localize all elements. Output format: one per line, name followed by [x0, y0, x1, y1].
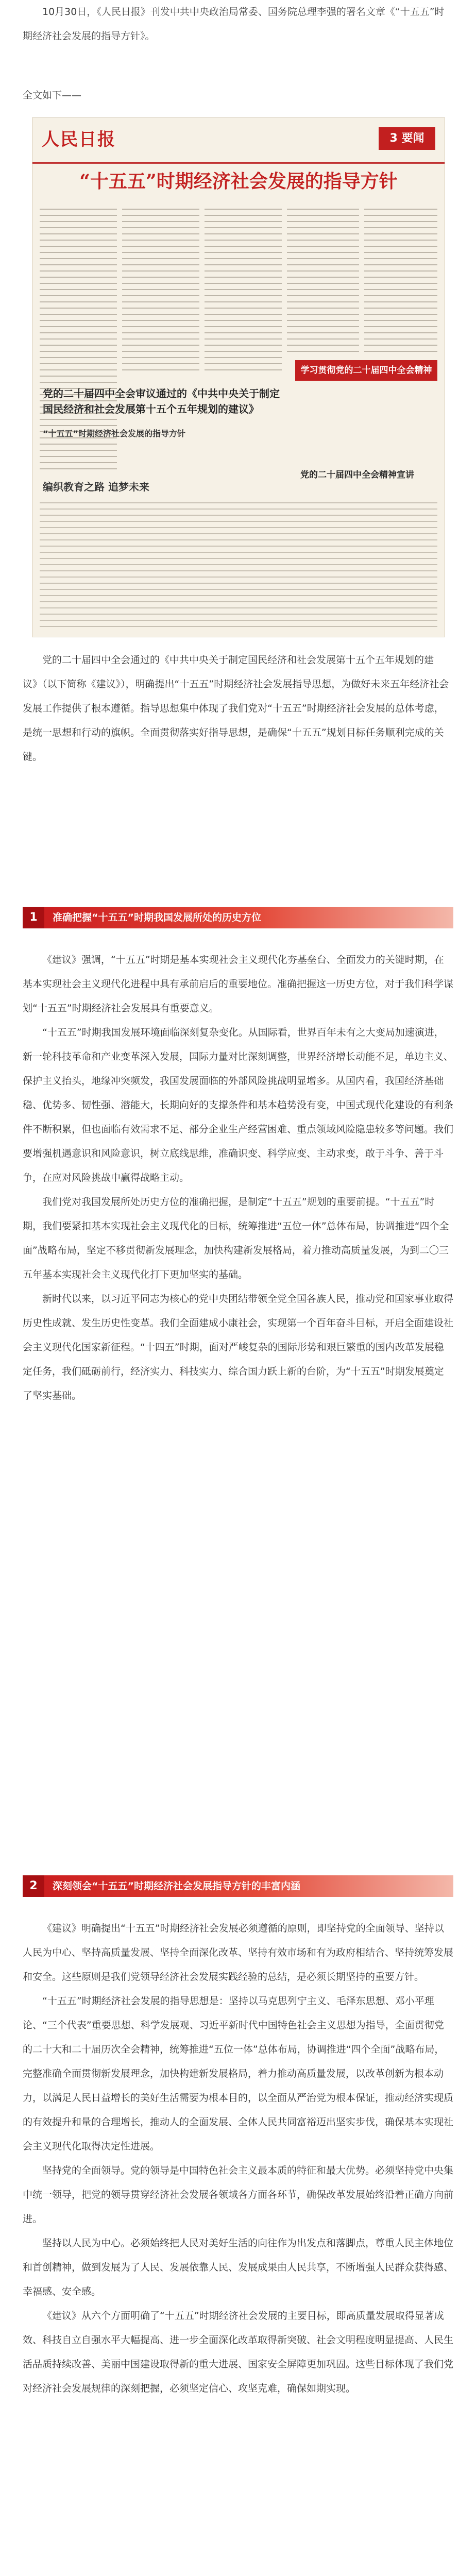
newspaper-side-heading: 党的二十届四中全会精神宣讲 [300, 470, 414, 480]
paragraph: “十五五”时期经济社会发展的指导思想是：坚持以马克思列宁主义、毛泽东思想、邓小平理论、“三个代表”重要思想、科学发展观、习近平新时代中国特色社会主义思想为指导，全面贯彻党的二十大和二十届历次全会精神，统筹推进“五位一体”总体布局，协调推进“四个全面”战略布局，完整准确全面贯彻新发展理念，加快构建新发展格局，着力推动高质量发展，以改革创新为根本动力，以满足人民日益增长的美好生活需要为根本目的，以全面从严治党为根本保证，推动经济实现质的有效提升和量的合理增长，推动人的全面发展、全体人民共同富裕迈出坚实步伐，确保基本实现社会主义现代化取得决定性进展。 [23, 1995, 454, 2152]
paragraph: 《建议》强调，“十五五”时期是基本实现社会主义现代化夯基垒台、全面发力的关键时期，在基本实现社会主义现代化进程中具有承前启后的重要地位。准确把握这一历史方位，对于我们科学谋划“十五五”时期经济社会发展具有重要意义。 [23, 954, 454, 1014]
intro-paragraph: 10月30日，《人民日报》刊发中共中央政治局常委、国务院总理李强的署名文章《“十五五”时期经济社会发展的指导方针》。 [23, 6, 445, 42]
paragraph: 坚持以人民为中心。必须始终把人民对美好生活的向往作为出发点和落脚点，尊重人民主体地位和首创精神，做到发展为了人民、发展依靠人民、发展成果由人民共享，不断增强人民群众获得感、幸福感、安全感。 [23, 2238, 454, 2297]
newspaper-logo: 人民日报 [42, 129, 116, 150]
newspaper-red-banner: 学习贯彻党的二十届四中全会精神 [295, 360, 437, 381]
section-2-body [23, 1917, 453, 2401]
newspaper-headline: “十五五”时期经济社会发展的指导方针 [79, 171, 398, 192]
preview-label: 全文如下—— [23, 90, 82, 101]
paragraph: 坚持党的全面领导。党的领导是中国特色社会主义最本质的特征和最大优势。必须坚持党中央集中统一领导，把党的领导贯穿经济社会发展各领域各方面各环节，确保改革发展始终沿着正确方向前进。 [23, 2165, 454, 2225]
lead-block [23, 648, 453, 769]
newspaper-image [32, 117, 445, 637]
section-title: 准确把握“十五五”时期我国发展所处的历史方位 [53, 912, 261, 923]
paragraph: 《建议》明确提出“十五五”时期经济社会发展必须遵循的原则，即坚持党的全面领导、坚持以人民为中心、坚持高质量发展、坚持全面深化改革、坚持有效市场和有为政府相结合、坚持统筹发展和安全。这些原则是我们党领导经济社会发展实践经验的总结，是必须长期坚持的重要方针。 [23, 1923, 454, 1982]
lead-paragraph: 党的二十届四中全会通过的《中共中央关于制定国民经济和社会发展第十五个五年规划的建议》（以下简称《建议》），明确提出“十五五”时期经济社会发展指导思想，为做好未来五年经济社会发展工作提供了根本遵循。指导思想集中体现了我们党对“十五五”时期经济社会发展的总体考虑，是统一思想和行动的旗帜。全面贯彻落实好指导思想，是确保“十五五”规划目标任务顺利完成的关键。 [23, 654, 449, 762]
section-title: 深刻领会“十五五”时期经济社会发展指导方针的丰富内涵 [53, 1880, 300, 1892]
newspaper-lower-heading: 编织教育之路 追梦未来 [43, 481, 149, 493]
section-number: 1 [23, 907, 44, 928]
newspaper-caption: “十五五”时期经济社会发展的指导方针 [43, 429, 186, 438]
newspaper-headline-bar [32, 165, 445, 197]
section-number: 2 [23, 1875, 44, 1897]
section-1-body [23, 948, 453, 1408]
paragraph: “十五五”时期我国发展环境面临深刻复杂变化。从国际看，世界百年未有之大变局加速演进，新一轮科技革命和产业变革深入发展，国际力量对比深刻调整，世界经济增长动能不足，单边主义、保护主义抬头，地缘冲突频发，我国发展面临的外部风险挑战明显增多。从国内看，我国经济基础稳、优势多、韧性强、潜能大，长期向好的支撑条件和基本趋势没有变，中国式现代化建设的有利条件不断积累，但也面临有效需求不足、部分企业生产经营困难、重点领域风险隐患较多等问题。我们要增强机遇意识和风险意识，树立底线思维，准确识变、科学应变、主动求变，敢于斗争、善于斗争，在应对风险挑战中赢得战略主动。 [23, 1027, 454, 1183]
intro-block [23, 0, 453, 48]
paragraph: 我们党对我国发展所处历史方位的准确把握，是制定“十五五”规划的重要前提。“十五五”时期，我们要紧扣基本实现社会主义现代化的目标，统筹推进“五位一体”总体布局，协调推进“四个全面”战略布局，坚定不移贯彻新发展理念，加快构建新发展格局，着力推动高质量发展，为到二〇三五年基本实现社会主义现代化打下更加坚实的基础。 [23, 1196, 449, 1280]
newspaper-page-number: 3 要闻 [379, 127, 435, 150]
section-header-2 [23, 1875, 453, 1897]
newspaper-lower-text [40, 499, 437, 628]
paragraph: 新时代以来，以习近平同志为核心的党中央团结带领全党全国各族人民，推动党和国家事业取得历史性成就、发生历史性变革。我们全面建成小康社会，实现第一个百年奋斗目标，开启全面建设社会主义现代化国家新征程。“十四五”时期，面对严峻复杂的国际形势和艰巨繁重的国内改革发展稳定任务，我们砥砺前行，经济实力、科技实力、综合国力跃上新的台阶，为“十五五”时期发展奠定了坚实基础。 [23, 1293, 454, 1401]
section-header-1 [23, 907, 453, 928]
newspaper-subheading: 党的二十届四中全会审议通过的《中共中央关于制定国民经济和社会发展第十五个五年规划的建议》 [43, 387, 280, 415]
paragraph: 《建议》从六个方面明确了“十五五”时期经济社会发展的主要目标，即高质量发展取得显著成效、科技自立自强水平大幅提高、进一步全面深化改革取得新突破、社会文明程度明显提高、人民生活品质持续改善、美丽中国建设取得新的重大进展、国家安全屏障更加巩固。这些目标体现了我们党对经济社会发展规律的深刻把握，必须坚定信心、攻坚克难，确保如期实现。 [23, 2310, 454, 2394]
newspaper-masthead [32, 118, 445, 164]
